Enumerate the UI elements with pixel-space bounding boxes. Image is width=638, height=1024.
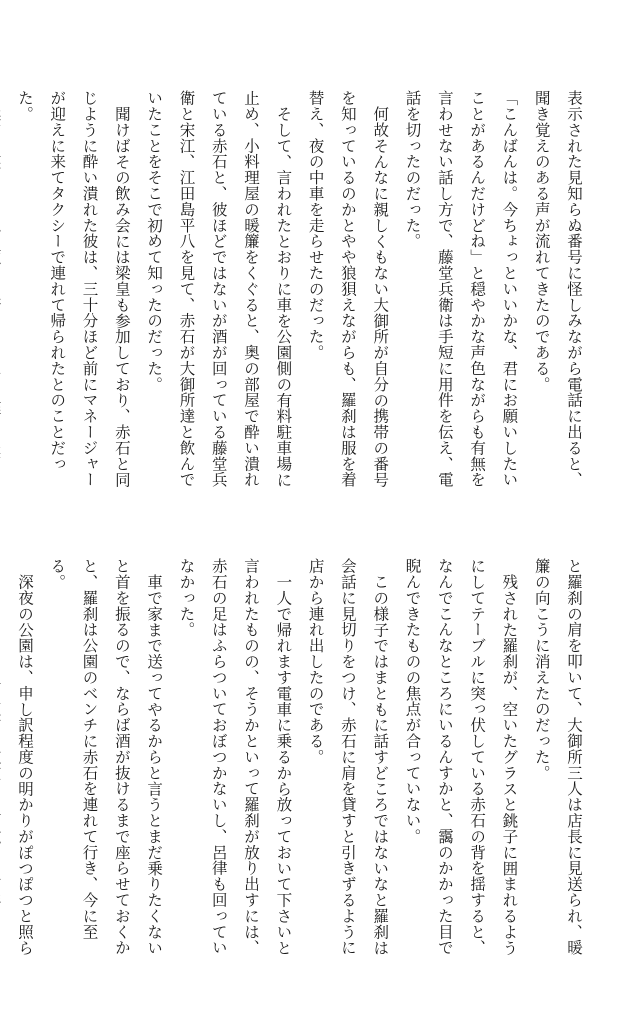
bottom-text-tier bbox=[15, 558, 590, 958]
paragraph: 残された羅刹が、空いたグラスと銚子に囲まれるようにしてテーブルに突っ伏している赤石の背を揺すると、なんでこんなところにいるんすかと、靄のかかった目で睨んできたものの焦点が合っていない。 bbox=[403, 558, 519, 956]
paragraph: 表示された見知らぬ番号に怪しみながら電話に出ると、聞き覚えのある声が流れてきたのである。 bbox=[532, 90, 583, 488]
paragraph: 「こんばんは。今ちょっといいかな、君にお願いしたいことがあるんだけどね」と穏やかな声色ながらも有無を言わせない話し方で、藤堂兵衛は手短に用件を伝え、電話を切ったのだった。 bbox=[403, 90, 519, 488]
paragraph bbox=[0, 90, 9, 490]
paragraph: 何故そんなに親しくもない大御所が自分の携帯の番号を知っているのかとやや狼狽えながらも、羅刹は服を着替え、夜の中車を走らせたのだった。 bbox=[306, 90, 390, 488]
paragraph: この様子ではまともに話すどころではないなと羅刹は会話に見切りをつけ、赤石に肩を貸すと引きずるように店から連れ出したのである。 bbox=[306, 558, 390, 956]
paragraph: 深夜の公園は、申し訳程度の明かりがぽつぽつと照ら bbox=[15, 573, 34, 956]
paragraph: 一人で帰れます電車に乗るから放っておいて下さいと言われたものの、そうかといって羅刹が放り出すには、赤石の足はふらついておぼつかないし、呂律も回っていなかった。 bbox=[177, 558, 293, 956]
paragraph: 車で家まで送ってやるからと言うとまだ乗りたくないと首を振るので、ならば酒が抜けるまで座らせておくかと、羅刹は公園のベンチに赤石を連れて行き、今に至る。 bbox=[48, 558, 164, 956]
paragraph: 聞けばその飲み会には梁皇も参加しており、赤石と同じように酔い潰れた彼は、三十分ほど前にマネージャーが迎えに来てタクシーで連れて帰られたとのことだった。 bbox=[15, 90, 131, 488]
top-text-tier bbox=[15, 90, 590, 490]
paragraph: そして、言われたとおりに車を公園側の有料駐車場に止め、小料理屋の暖簾をくぐると、奥の部屋で酔い潰れている赤石と、彼ほどではないが酒が回っている藤堂兵衛と宋江、江田島平八を見て、赤石が大御所達と飲んでいたことをそこで初めて知ったのだった。 bbox=[145, 90, 293, 488]
paragraph: と羅刹の肩を叩いて、大御所三人は店長に見送られ、暖簾の向こうに消えたのだった。 bbox=[532, 558, 583, 956]
